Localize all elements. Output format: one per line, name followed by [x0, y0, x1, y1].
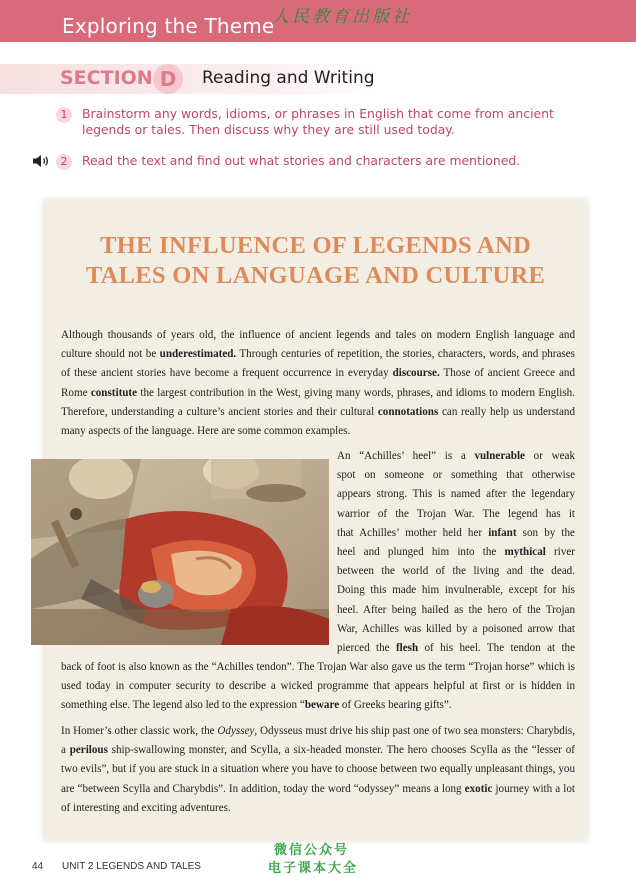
p2-l1c: or weak — [524, 450, 575, 462]
vocab-exotic: exotic — [464, 782, 493, 795]
painting-illustration — [31, 459, 329, 645]
p2-l1a: An “Achilles’ heel” is a — [337, 450, 475, 462]
task-1-line-2: legends or tales. Then discuss why they are still used today. — [82, 122, 455, 137]
publisher-mark: 人民教育出版社 — [272, 7, 412, 27]
task-1-line-1: Brainstorm any words, idioms, or phrases in English that come from ancient — [82, 106, 554, 121]
p1-text-a: Although thousands of years old, the influence of ancient legends and tales on modern English language and culture should not be — [61, 329, 575, 361]
p3-text-g: journey with a lot of interesting and exciting adventures. — [61, 782, 575, 814]
p2-line-7: between the world of the living and the dead. — [337, 565, 575, 578]
vocab-discourse: discourse. — [392, 367, 440, 380]
vocab-underestimated: underestimated. — [159, 348, 237, 361]
section-title: Reading and Writing — [202, 68, 375, 88]
section-letter-badge: D — [153, 64, 183, 94]
article-paragraph-3 — [61, 722, 575, 818]
watermark-line-1: 微信公众号 — [274, 843, 350, 858]
footer-unit-title: UNIT 2 LEGENDS AND TALES — [62, 861, 201, 872]
p2-rest-c: of Greeks bearing gifts”. — [339, 699, 452, 712]
article-title — [44, 231, 587, 291]
p3-text-c: , Odysseus must drive his ship past one of two sea monsters: Charybdis, a — [61, 725, 575, 757]
vocab-beware: beware — [304, 699, 340, 712]
p1-text-i: can really help us understand many aspects of the language. Here are some common examples. — [61, 405, 575, 438]
p3-text-e: ship-swallowing monster, and Scylla, a six-headed monster. The hero chooses Scylla as the “lesser of two evils”, but if you are stuck in a situation where you have to choose between two equally unpleasant things, you are “between Scylla and Charybdis”. In addition, today the word “odyssey” means a long — [61, 744, 575, 795]
p2-line-2: spot on someone or something that otherwise — [337, 469, 575, 482]
p1-text-e: Those of ancient Greece and Rome — [61, 367, 575, 399]
vocab-vulnerable: vulnerable — [474, 450, 525, 462]
page-number: 44 — [32, 861, 44, 872]
p2-line-8: Doing this made him invulnerable, except for his — [337, 584, 575, 597]
vocab-infant: infant — [488, 526, 517, 539]
header-title: Exploring the Theme — [62, 14, 275, 38]
p2-l5a: that Achilles’ mother held her — [337, 526, 489, 539]
article-paragraph-1 — [61, 326, 575, 441]
vocab-connotations: connotations — [377, 405, 439, 418]
p2-line-10: War, Achilles was killed by a poisoned arrow that — [337, 622, 575, 635]
section-label: SECTION — [60, 67, 153, 89]
p2-line-4: warrior of the Trojan War. The legend has it — [337, 507, 575, 520]
work-title-odyssey: Odyssey — [217, 725, 255, 737]
vocab-flesh: flesh — [395, 642, 419, 654]
p2-l5c: son by the — [516, 526, 575, 539]
watermark-line-2: 电子课本大全 — [268, 861, 359, 876]
p2-l6c: river — [545, 546, 575, 558]
p2-l11a: pierced the — [337, 642, 396, 654]
speaker-icon[interactable] — [33, 155, 51, 167]
vocab-constitute: constitute — [90, 386, 138, 399]
p2-line-1 — [337, 447, 575, 466]
p2-line-6 — [337, 543, 575, 562]
p2-line-11 — [337, 639, 575, 658]
vocab-mythical: mythical — [504, 546, 546, 558]
header-bar — [0, 0, 636, 42]
p2-line-5 — [337, 524, 575, 543]
article-title-line-1: THE INFLUENCE OF LEGENDS AND — [100, 232, 531, 259]
p2-line-9: heel. After being hailed as the hero of the Trojan — [337, 603, 575, 616]
p2-rest-a: back of foot is also known as the “Achilles tendon”. The Trojan War also gave us the term “Trojan horse” which is used today in computer security to describe a wicked programme that appears helpful at first or is hidden in something else. The legend also led to the expression “ — [61, 661, 575, 712]
task-1-text — [82, 106, 602, 138]
p2-line-3: appears strong. This is named after the legendary — [337, 488, 575, 501]
task-number-2: 2 — [56, 154, 72, 170]
p3-text-a: In Homer’s other classic work, the — [61, 725, 218, 737]
task-2-text: Read the text and find out what stories and characters are mentioned. — [82, 153, 521, 168]
article-title-line-2: TALES ON LANGUAGE AND CULTURE — [85, 262, 546, 289]
task-number-1: 1 — [56, 107, 72, 123]
vocab-perilous: perilous — [69, 744, 108, 757]
p1-text-c: Through centuries of repetition, the stories, characters, words, and phrases of these ancient stories have become a frequent occurrence in everyday — [61, 348, 575, 380]
p2-continuation — [61, 658, 575, 716]
p2-l11c: of his heel. The tendon at the — [418, 642, 575, 654]
p1-text-g: the largest contribution in the West, giving many words, phrases, and idioms to modern English. Therefore, understanding a culture’s ancient stories and their cultural — [61, 386, 575, 418]
achilles-painting-image — [31, 459, 329, 645]
p2-l6a: heel and plunged him into the — [337, 546, 505, 558]
